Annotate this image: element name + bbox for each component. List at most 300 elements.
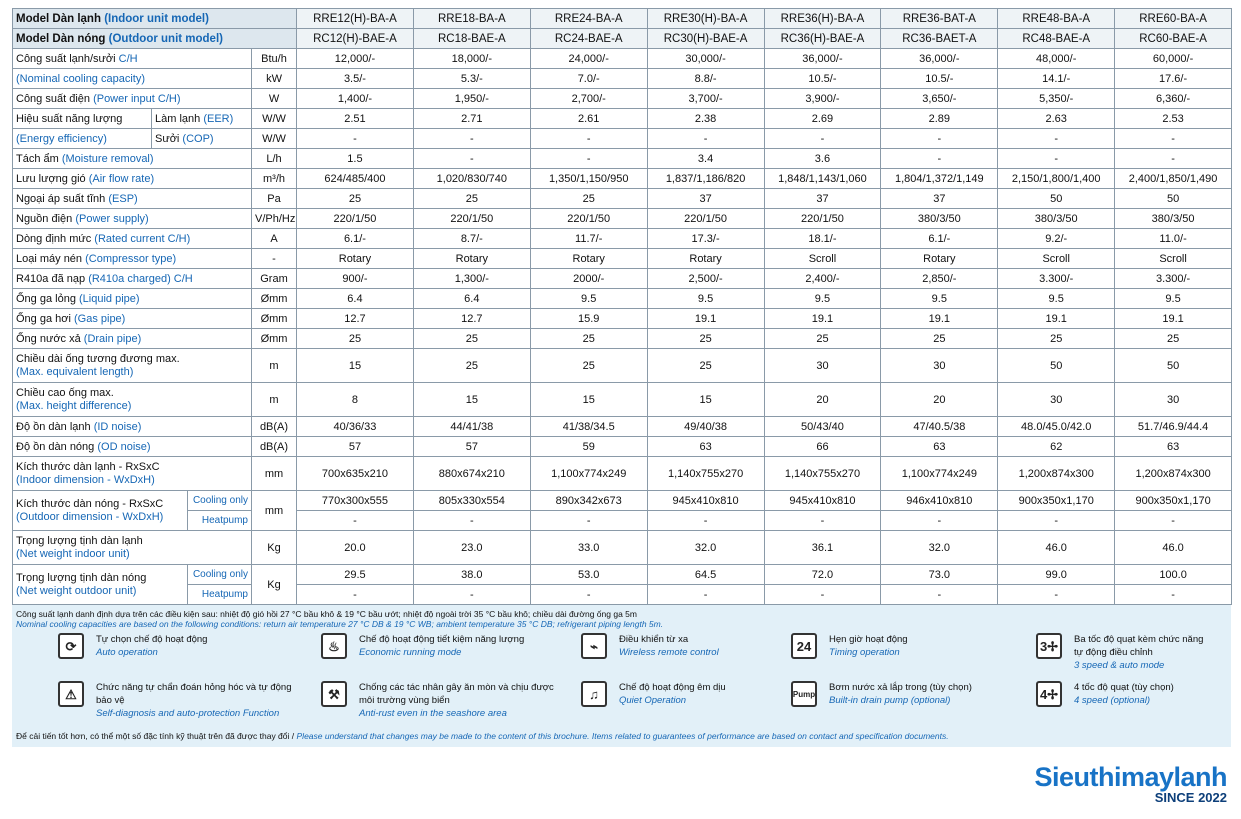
feature-item (1036, 633, 1214, 672)
unit-cell: V/Ph/Hz (252, 209, 297, 229)
quiet-operation-icon: ♫ (581, 681, 607, 707)
feature-label-en: Auto operation (96, 647, 158, 658)
label-text: (Liquid pipe) (79, 292, 140, 305)
value-cell: 41/38/34.5 (530, 417, 647, 437)
feature-text (359, 681, 559, 720)
value-cell: 17.6/- (1115, 69, 1232, 89)
value-cell: 5.3/- (413, 69, 530, 89)
value-cell: 37 (881, 189, 998, 209)
row-label (13, 129, 152, 149)
table-row (13, 9, 1232, 29)
value-cell: 2.69 (764, 109, 881, 129)
value-cell: 33.0 (530, 531, 647, 565)
sub-label: Heatpump (188, 585, 252, 605)
value-cell: 25 (297, 329, 414, 349)
value-cell: 2.53 (1115, 109, 1232, 129)
value-cell: 900x350x1,170 (1115, 491, 1232, 511)
auto-operation-icon: ⟳ (58, 633, 84, 659)
feature-text (359, 633, 524, 659)
value-cell: 9.5 (1115, 289, 1232, 309)
label-text: Ngoại áp suất tĩnh (16, 192, 106, 205)
label-text: Công suất điện (16, 92, 90, 105)
feature-item (58, 681, 296, 720)
value-cell: 945x410x810 (764, 491, 881, 511)
value-cell: 770x300x555 (297, 491, 414, 511)
value-cell: 9.5 (530, 289, 647, 309)
label-text: (Max. equivalent length) (16, 365, 134, 378)
row-label (13, 417, 252, 437)
value-cell: 700x635x210 (297, 457, 414, 491)
value-cell: - (647, 129, 764, 149)
indoor-model-cell: RRE60-BA-A (1115, 9, 1232, 29)
label-text: Trọng lượng tịnh dàn lạnh (16, 534, 143, 547)
label-text: Sưởi (155, 132, 180, 145)
label-text: (Gas pipe) (73, 312, 126, 325)
footer-disclaimer (16, 731, 1227, 741)
value-cell: 48.0/45.0/42.0 (998, 417, 1115, 437)
feature-label-vi: Chế độ hoạt động êm dịu (619, 682, 726, 693)
label-text: Trọng lượng tịnh dàn nóng (16, 571, 147, 584)
value-cell: 2.51 (297, 109, 414, 129)
spec-sheet (12, 8, 1231, 747)
value-cell: 37 (764, 189, 881, 209)
value-cell: 1,020/830/740 (413, 169, 530, 189)
label-text: (COP) (182, 132, 214, 145)
label-text: Chiều dài ống tương đương max. (16, 352, 180, 365)
value-cell: 25 (413, 329, 530, 349)
value-cell: 46.0 (998, 531, 1115, 565)
label-text: Ống ga lỏng (16, 292, 76, 305)
table-row (13, 437, 1232, 457)
value-cell: 6.1/- (297, 229, 414, 249)
table-row (13, 417, 1232, 437)
unit-cell: Pa (252, 189, 297, 209)
value-cell: 63 (1115, 437, 1232, 457)
value-cell: 25 (413, 189, 530, 209)
label-text: Chiều cao ống max. (16, 386, 114, 399)
table-row (13, 531, 1232, 565)
value-cell: 36,000/- (764, 49, 881, 69)
value-cell: 3.4 (647, 149, 764, 169)
row-label (13, 189, 252, 209)
notes-vi: Công suất lạnh danh định dựa trên các điều kiện sau: nhiệt độ gió hồi 27 °C bầu khô & 19 °C bầu ướt; nhiệt độ ngoài trời 35 °C bầu khô; chiều dài đường ống ga 5m (16, 609, 637, 619)
value-cell: - (1115, 149, 1232, 169)
table-row (13, 169, 1232, 189)
value-cell: 30 (764, 349, 881, 383)
value-cell: 9.5 (881, 289, 998, 309)
label-text: Loại máy nén (16, 252, 83, 265)
value-cell: 2,700/- (530, 89, 647, 109)
value-cell: 380/3/50 (881, 209, 998, 229)
drain-pump-icon: Pump (791, 681, 817, 707)
value-cell: 62 (998, 437, 1115, 457)
value-cell: 37 (647, 189, 764, 209)
unit-cell: dB(A) (252, 417, 297, 437)
value-cell: 15 (647, 383, 764, 417)
value-cell: 6,360/- (1115, 89, 1232, 109)
outdoor-label-en: (Outdoor unit model) (108, 32, 223, 45)
value-cell: 5,350/- (998, 89, 1115, 109)
table-row (13, 149, 1232, 169)
label-text: (Nominal cooling capacity) (16, 72, 145, 85)
watermark-text: Sieuthimaylanh (1034, 762, 1227, 792)
value-cell: 12,000/- (297, 49, 414, 69)
value-cell: 8.7/- (413, 229, 530, 249)
value-cell: 8 (297, 383, 414, 417)
table-row (13, 189, 1232, 209)
value-cell: 23.0 (413, 531, 530, 565)
row-label (13, 269, 252, 289)
table-row (13, 109, 1232, 129)
value-cell: 40/36/33 (297, 417, 414, 437)
label-text: Tách ẩm (16, 152, 59, 165)
feature-label-en: Quiet Operation (619, 695, 687, 706)
value-cell: 12.7 (413, 309, 530, 329)
value-cell: 2.61 (530, 109, 647, 129)
unit-cell: Kg (252, 531, 297, 565)
unit-cell: mm (252, 491, 297, 531)
table-row (13, 89, 1232, 109)
value-cell: 32.0 (881, 531, 998, 565)
value-cell: 2.89 (881, 109, 998, 129)
unit-cell: kW (252, 69, 297, 89)
value-cell: 25 (530, 189, 647, 209)
value-cell: - (998, 149, 1115, 169)
label-text: Độ ồn dàn nóng (16, 440, 95, 453)
value-cell: 1,200x874x300 (1115, 457, 1232, 491)
fan-4-speed-icon: 4✢ (1036, 681, 1062, 707)
value-cell: 20 (764, 383, 881, 417)
value-cell: - (998, 129, 1115, 149)
value-cell: - (413, 129, 530, 149)
row-label (13, 329, 252, 349)
feature-label-vi: Hẹn giờ hoạt động (829, 634, 908, 645)
label-text: Lưu lượng gió (16, 172, 86, 185)
value-cell: 25 (297, 189, 414, 209)
table-row (13, 129, 1232, 149)
value-cell: 25 (881, 329, 998, 349)
label-text: (Outdoor dimension - WxDxH) (16, 510, 164, 523)
value-cell: 50 (1115, 349, 1232, 383)
value-cell: 63 (881, 437, 998, 457)
label-text: (Drain pipe) (83, 332, 142, 345)
value-cell: 3,650/- (881, 89, 998, 109)
row-label (13, 531, 252, 565)
value-cell: 15 (530, 383, 647, 417)
value-cell: - (647, 585, 764, 605)
value-cell: 36,000/- (881, 49, 998, 69)
value-cell: 6.4 (297, 289, 414, 309)
value-cell: - (881, 585, 998, 605)
table-row (13, 289, 1232, 309)
value-cell: 25 (764, 329, 881, 349)
sub-label: Cooling only (188, 491, 252, 511)
value-cell: 59 (530, 437, 647, 457)
feature-label-vi: Chức năng tự chẩn đoán hỏng hóc và tự động bảo vệ (96, 682, 292, 706)
value-cell: 9.5 (647, 289, 764, 309)
label-text: Ống ga hơi (16, 312, 71, 325)
unit-cell: A (252, 229, 297, 249)
label-text: Độ ồn dàn lạnh (16, 420, 91, 433)
label-text: Dòng định mức (16, 232, 92, 245)
value-cell: 15.9 (530, 309, 647, 329)
watermark-logo (1034, 762, 1227, 805)
value-cell: 19.1 (998, 309, 1115, 329)
value-cell: 64.5 (647, 565, 764, 585)
table-row (13, 69, 1232, 89)
row-label (13, 565, 188, 605)
feature-text (619, 633, 719, 659)
feature-label-en: 3 speed & auto mode (1074, 660, 1165, 671)
unit-cell: dB(A) (252, 437, 297, 457)
value-cell: 1,350/1,150/950 (530, 169, 647, 189)
indoor-model-cell: RRE18-BA-A (413, 9, 530, 29)
value-cell: 2.71 (413, 109, 530, 129)
indoor-label-vi: Model Dàn lạnh (16, 12, 101, 25)
label-text: Kích thước dàn nóng - RxSxC (16, 497, 164, 510)
value-cell: 12.7 (297, 309, 414, 329)
value-cell: 63 (647, 437, 764, 457)
value-cell: Scroll (764, 249, 881, 269)
value-cell: 880x674x210 (413, 457, 530, 491)
unit-cell: L/h (252, 149, 297, 169)
value-cell: 25 (1115, 329, 1232, 349)
value-cell: 48,000/- (998, 49, 1115, 69)
sub-label: Cooling only (188, 565, 252, 585)
label-text: (Net weight outdoor unit) (16, 584, 137, 597)
feature-item (791, 681, 972, 707)
indoor-model-cell: RRE12(H)-BA-A (297, 9, 414, 29)
value-cell: 2,400/1,850/1,490 (1115, 169, 1232, 189)
feature-label-vi: Bơm nước xả lắp trong (tùy chọn) (829, 682, 972, 693)
row-label (13, 149, 252, 169)
label-text: (ESP) (108, 192, 138, 205)
value-cell: 1,837/1,186/820 (647, 169, 764, 189)
row-label (13, 109, 152, 129)
value-cell: 2,150/1,800/1,400 (998, 169, 1115, 189)
outdoor-model-cell: RC48-BAE-A (998, 29, 1115, 49)
economic-mode-icon: ♨ (321, 633, 347, 659)
feature-text (96, 681, 296, 720)
table-row (13, 249, 1232, 269)
value-cell: - (998, 585, 1115, 605)
unit-cell: Ømm (252, 309, 297, 329)
unit-cell: - (252, 249, 297, 269)
value-cell: 220/1/50 (764, 209, 881, 229)
value-cell: - (1115, 129, 1232, 149)
value-cell: 6.4 (413, 289, 530, 309)
indoor-model-cell: RRE48-BA-A (998, 9, 1115, 29)
unit-cell: Gram (252, 269, 297, 289)
indoor-model-cell: RRE36-BAT-A (881, 9, 998, 29)
indoor-model-cell: RRE24-BA-A (530, 9, 647, 29)
value-cell: - (413, 149, 530, 169)
row-label (13, 437, 252, 457)
value-cell: 1,950/- (413, 89, 530, 109)
table-row (13, 457, 1232, 491)
value-cell: - (297, 585, 414, 605)
table-row (13, 269, 1232, 289)
footer-en: Please understand that changes may be made to the content of this brochure. Items related to guarantees of performance are based on contact and specification documents. (296, 731, 949, 741)
value-cell: 2.63 (998, 109, 1115, 129)
value-cell: 15 (413, 383, 530, 417)
row-label (13, 89, 252, 109)
value-cell: 805x330x554 (413, 491, 530, 511)
value-cell: - (413, 585, 530, 605)
table-row (13, 565, 1232, 585)
value-cell: - (1115, 511, 1232, 531)
value-cell: 50 (1115, 189, 1232, 209)
value-cell: 2.38 (647, 109, 764, 129)
value-cell: 17.3/- (647, 229, 764, 249)
value-cell: 11.7/- (530, 229, 647, 249)
value-cell: 32.0 (647, 531, 764, 565)
indoor-model-cell: RRE30(H)-BA-A (647, 9, 764, 29)
label-text: Công suất lạnh/sưởi (16, 52, 116, 65)
value-cell: 11.0/- (1115, 229, 1232, 249)
value-cell: 220/1/50 (530, 209, 647, 229)
feature-list (16, 633, 1227, 729)
value-cell: 53.0 (530, 565, 647, 585)
value-cell: 1,300/- (413, 269, 530, 289)
label-text: (Power supply) (75, 212, 149, 225)
table-row (13, 585, 1232, 605)
feature-text (1074, 633, 1214, 672)
unit-cell: m³/h (252, 169, 297, 189)
feature-label-vi: Chế độ hoạt động tiết kiệm năng lượng (359, 634, 525, 645)
label-text: (Energy efficiency) (16, 132, 107, 145)
value-cell: Rotary (413, 249, 530, 269)
spec-table (12, 8, 1232, 605)
value-cell: - (764, 585, 881, 605)
value-cell: Rotary (881, 249, 998, 269)
row-label (13, 309, 252, 329)
feature-text (829, 633, 908, 659)
label-text: (Net weight indoor unit) (16, 547, 130, 560)
row-label (13, 209, 252, 229)
label-text: (Moisture removal) (61, 152, 154, 165)
unit-cell: Ømm (252, 329, 297, 349)
value-cell: - (530, 129, 647, 149)
value-cell: - (297, 129, 414, 149)
value-cell: 50 (998, 189, 1115, 209)
value-cell: 945x410x810 (647, 491, 764, 511)
value-cell: 3.300/- (1115, 269, 1232, 289)
value-cell: - (647, 511, 764, 531)
sub-label (152, 109, 252, 129)
table-row (13, 29, 1232, 49)
value-cell: 66 (764, 437, 881, 457)
value-cell: - (764, 129, 881, 149)
label-text: (EER) (203, 112, 234, 125)
label-text: Ống nước xả (16, 332, 81, 345)
indoor-label-en: (Indoor unit model) (104, 12, 209, 25)
value-cell: 220/1/50 (647, 209, 764, 229)
sub-label (152, 129, 252, 149)
label-text: Nguồn điện (16, 212, 73, 225)
value-cell: 380/3/50 (1115, 209, 1232, 229)
row-label (13, 349, 252, 383)
sub-label: Heatpump (188, 511, 252, 531)
value-cell: 30 (881, 349, 998, 383)
value-cell: 3.6 (764, 149, 881, 169)
value-cell: - (1115, 585, 1232, 605)
outdoor-model-cell: RC36(H)-BAE-A (764, 29, 881, 49)
value-cell: 36.1 (764, 531, 881, 565)
value-cell: 1,400/- (297, 89, 414, 109)
value-cell: - (764, 511, 881, 531)
table-row (13, 49, 1232, 69)
outdoor-label-vi: Model Dàn nóng (16, 32, 106, 45)
table-row (13, 309, 1232, 329)
value-cell: 3.5/- (297, 69, 414, 89)
outdoor-model-label (13, 29, 297, 49)
value-cell: 19.1 (1115, 309, 1232, 329)
value-cell: 2,850/- (881, 269, 998, 289)
feature-label-en: Timing operation (829, 647, 900, 658)
value-cell: 1.5 (297, 149, 414, 169)
value-cell: 25 (530, 349, 647, 383)
label-text: (Air flow rate) (88, 172, 155, 185)
feature-item (581, 633, 719, 659)
value-cell: 29.5 (297, 565, 414, 585)
feature-text (1074, 681, 1174, 707)
value-cell: 19.1 (881, 309, 998, 329)
outdoor-model-cell: RC60-BAE-A (1115, 29, 1232, 49)
value-cell: 946x410x810 (881, 491, 998, 511)
value-cell: 99.0 (998, 565, 1115, 585)
value-cell: 51.7/46.9/44.4 (1115, 417, 1232, 437)
unit-cell: m (252, 383, 297, 417)
value-cell: 1,200x874x300 (998, 457, 1115, 491)
value-cell: Rotary (297, 249, 414, 269)
value-cell: 900x350x1,170 (998, 491, 1115, 511)
value-cell: 38.0 (413, 565, 530, 585)
feature-label-en: Built-in drain pump (optional) (829, 695, 951, 706)
value-cell: - (881, 129, 998, 149)
unit-cell: Kg (252, 565, 297, 605)
value-cell: 60,000/- (1115, 49, 1232, 69)
value-cell: 18,000/- (413, 49, 530, 69)
row-label (13, 383, 252, 417)
value-cell: 380/3/50 (998, 209, 1115, 229)
value-cell: Rotary (647, 249, 764, 269)
unit-cell: W (252, 89, 297, 109)
value-cell: 10.5/- (881, 69, 998, 89)
feature-label-en: 4 speed (optional) (1074, 695, 1151, 706)
row-label (13, 229, 252, 249)
fan-3-speed-icon: 3✢ (1036, 633, 1062, 659)
feature-text (619, 681, 726, 707)
table-row (13, 329, 1232, 349)
unit-cell: Btu/h (252, 49, 297, 69)
value-cell: 8.8/- (647, 69, 764, 89)
row-label (13, 249, 252, 269)
value-cell: 3,900/- (764, 89, 881, 109)
value-cell: 2000/- (530, 269, 647, 289)
value-cell: 18.1/- (764, 229, 881, 249)
self-diagnosis-icon: ⚠ (58, 681, 84, 707)
value-cell: 20 (881, 383, 998, 417)
label-text: (Max. height difference) (16, 399, 132, 412)
value-cell: 57 (413, 437, 530, 457)
feature-label-vi: Điều khiển từ xa (619, 634, 689, 645)
feature-label-vi: 4 tốc độ quạt (tùy chọn) (1074, 682, 1174, 693)
label-text: Kích thước dàn lạnh - RxSxC (16, 460, 160, 473)
feature-label-en: Anti-rust even in the seashore area (359, 708, 507, 719)
label-text: C/H (118, 52, 138, 65)
value-cell: 10.5/- (764, 69, 881, 89)
